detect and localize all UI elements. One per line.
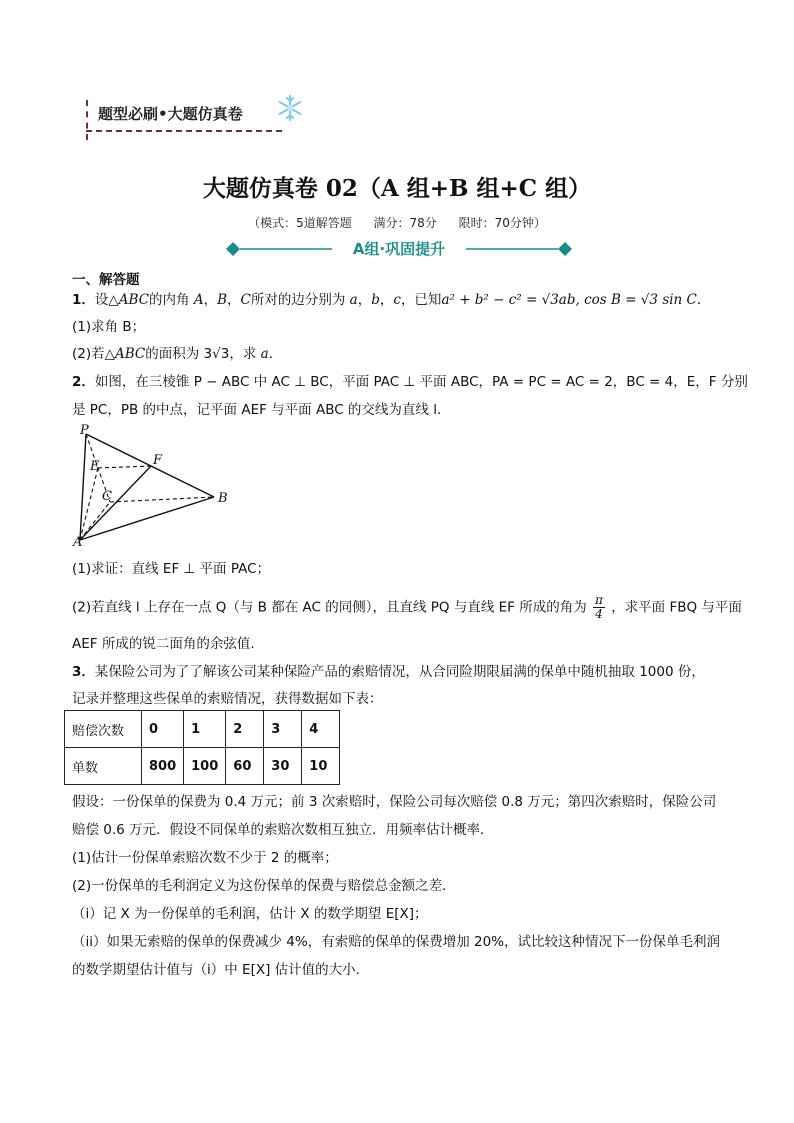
q1-side-a: a xyxy=(349,292,358,308)
q1-number: 1． xyxy=(72,292,95,308)
q3-stem-line1 xyxy=(72,660,705,680)
table-cell: 单数 xyxy=(65,748,142,785)
q1-angle-b: B xyxy=(217,292,228,308)
table-cell: 30 xyxy=(264,748,302,785)
tag-divider-vertical xyxy=(86,100,88,140)
edge-pa xyxy=(80,434,86,540)
segment-ef xyxy=(98,466,151,468)
q1-side-b: b xyxy=(371,292,380,308)
q1-part2-d: ． xyxy=(268,346,283,362)
pyramid-figure xyxy=(72,420,242,548)
section-tag-label: 题型必刷•大题仿真卷 xyxy=(98,105,243,123)
claims-table xyxy=(64,710,340,785)
q3-assumption-line1: 假设：一份保单的保费为 0.4 万元；前 3 次索赔时，保险公司每次赔偿 0.8 万元；第四次索赔时，保险公司 xyxy=(72,794,717,810)
page-title: 大题仿真卷 02（A 组+B 组+C 组） xyxy=(202,175,592,202)
table-cell: 800 xyxy=(142,748,184,785)
q1-side-c: c xyxy=(393,292,401,308)
table-cell: 2 xyxy=(226,711,264,748)
table-cell: 10 xyxy=(302,748,340,785)
q3-part2: (2)一份保单的毛利润定义为这份保单的保费与赔偿总金额之差． xyxy=(72,878,456,894)
q3-stem-line2: 记录并整理这些保单的索赔情况，获得数据如下表： xyxy=(72,691,383,707)
q2-line1: 如图，在三棱锥 P − ABC 中 AC ⊥ BC，平面 PAC ⊥ 平面 ABC，PA = PC = AC = 2，BC = 4，E，F 分别 xyxy=(94,374,748,390)
q2-stem-line1 xyxy=(72,370,748,390)
q2-part2-b: ，求平面 FBQ 与平面 xyxy=(611,599,742,616)
label-e: E xyxy=(90,459,100,474)
q1-text-a: 设△ xyxy=(94,292,119,308)
q2-fraction xyxy=(593,594,605,621)
snowflake-icon xyxy=(276,94,304,122)
q2-part2-a: (2)若直线 l 上存在一点 Q（与 B 都在 AC 的同侧），且直线 PQ 与直线 EF 所成的角为 xyxy=(72,599,587,616)
q2-part2-line1 xyxy=(72,594,742,621)
q1-stem: 1．设△ABC的内角 A，B，C所对的边分别为 a，b，c，已知a² + b² − c² = √3ab, cos B = √3 sin C． xyxy=(72,292,711,308)
q1-sep: ， xyxy=(203,292,218,308)
label-p: P xyxy=(80,423,89,438)
table-cell: 100 xyxy=(184,748,226,785)
section-tag xyxy=(86,100,286,140)
q1-part2-a: (2)若△ xyxy=(72,346,116,362)
edge-ac xyxy=(80,502,110,540)
q3-number: 3． xyxy=(72,664,95,680)
q2-fraction-denominator: 4 xyxy=(595,607,603,621)
table-row xyxy=(65,748,340,785)
q3-part2-ii-line1: （ii）如果无索赔的保单的保费减少 4%，有索赔的保单的保费增加 20%，试比较这种情况下一份保单毛利润 xyxy=(72,934,721,950)
label-a: A xyxy=(73,535,83,548)
table-cell: 1 xyxy=(184,711,226,748)
label-b: B xyxy=(218,491,228,506)
q2-part1: (1)求证：直线 EF ⊥ 平面 PAC； xyxy=(72,561,271,577)
q1-end: ． xyxy=(696,292,711,308)
q1-text-d: ，已知 xyxy=(400,292,442,308)
exam-time: 限时：70分钟） xyxy=(458,216,546,230)
q1-part2 xyxy=(72,342,282,362)
label-c: C xyxy=(102,489,112,504)
q1-triangle: ABC xyxy=(118,292,150,308)
q1-text-c: 所对的边分别为 xyxy=(250,292,346,308)
table-row xyxy=(65,711,340,748)
tag-divider-horizontal xyxy=(86,130,282,132)
exam-score: 满分：78分 xyxy=(373,216,437,230)
q3-part2-ii-line2: 的数学期望估计值与（i）中 E[X] 估计值的大小． xyxy=(72,962,370,978)
table-cell: 赔偿次数 xyxy=(65,711,142,748)
section-heading: 一、解答题 xyxy=(72,272,140,288)
q1-part2-triangle: ABC xyxy=(115,346,146,362)
table-cell: 4 xyxy=(302,711,340,748)
q1-part2-b: 的面积为 3√3，求 xyxy=(145,346,261,362)
group-banner xyxy=(224,239,574,259)
q1-part2-c: a xyxy=(260,346,269,362)
table-cell: 60 xyxy=(226,748,264,785)
q3-line1: 某保险公司为了了解该公司某种保险产品的索赔情况，从合同险期限届满的保单中随机抽取 1000 份， xyxy=(94,664,705,680)
q1-formula: a² + b² − c² = √3ab, cos B = √3 sin C xyxy=(441,292,697,308)
group-banner-label: A组·巩固提升 xyxy=(352,240,446,258)
q1-part1: (1)求角 B； xyxy=(72,319,146,335)
table-cell: 0 xyxy=(142,711,184,748)
q1-angle-c: C xyxy=(240,292,251,308)
q2-stem-line2: 是 PC，PB 的中点，记平面 AEF 与平面 ABC 的交线为直线 l． xyxy=(72,402,451,418)
exam-info xyxy=(0,214,794,231)
q3-part2-i: （i）记 X 为一份保单的毛利润，估计 X 的数学期望 E[X]； xyxy=(72,906,428,922)
label-f: F xyxy=(153,453,163,468)
q1-text-b: 的内角 xyxy=(149,292,190,308)
exam-mode: （模式：5道解答题 xyxy=(248,216,352,230)
q1-angle-a: A xyxy=(193,292,204,308)
edge-cb xyxy=(110,497,214,502)
q2-number: 2． xyxy=(72,374,95,390)
q2-part2-line2: AEF 所成的锐二面角的余弦值. xyxy=(72,636,255,652)
q3-assumption-line2: 赔偿 0.6 万元．假设不同保单的索赔次数相互独立．用频率估计概率． xyxy=(72,822,494,838)
q3-part1: (1)估计一份保单索赔次数不少于 2 的概率； xyxy=(72,850,338,866)
table-cell: 3 xyxy=(264,711,302,748)
q2-fraction-numerator: π xyxy=(595,593,603,607)
